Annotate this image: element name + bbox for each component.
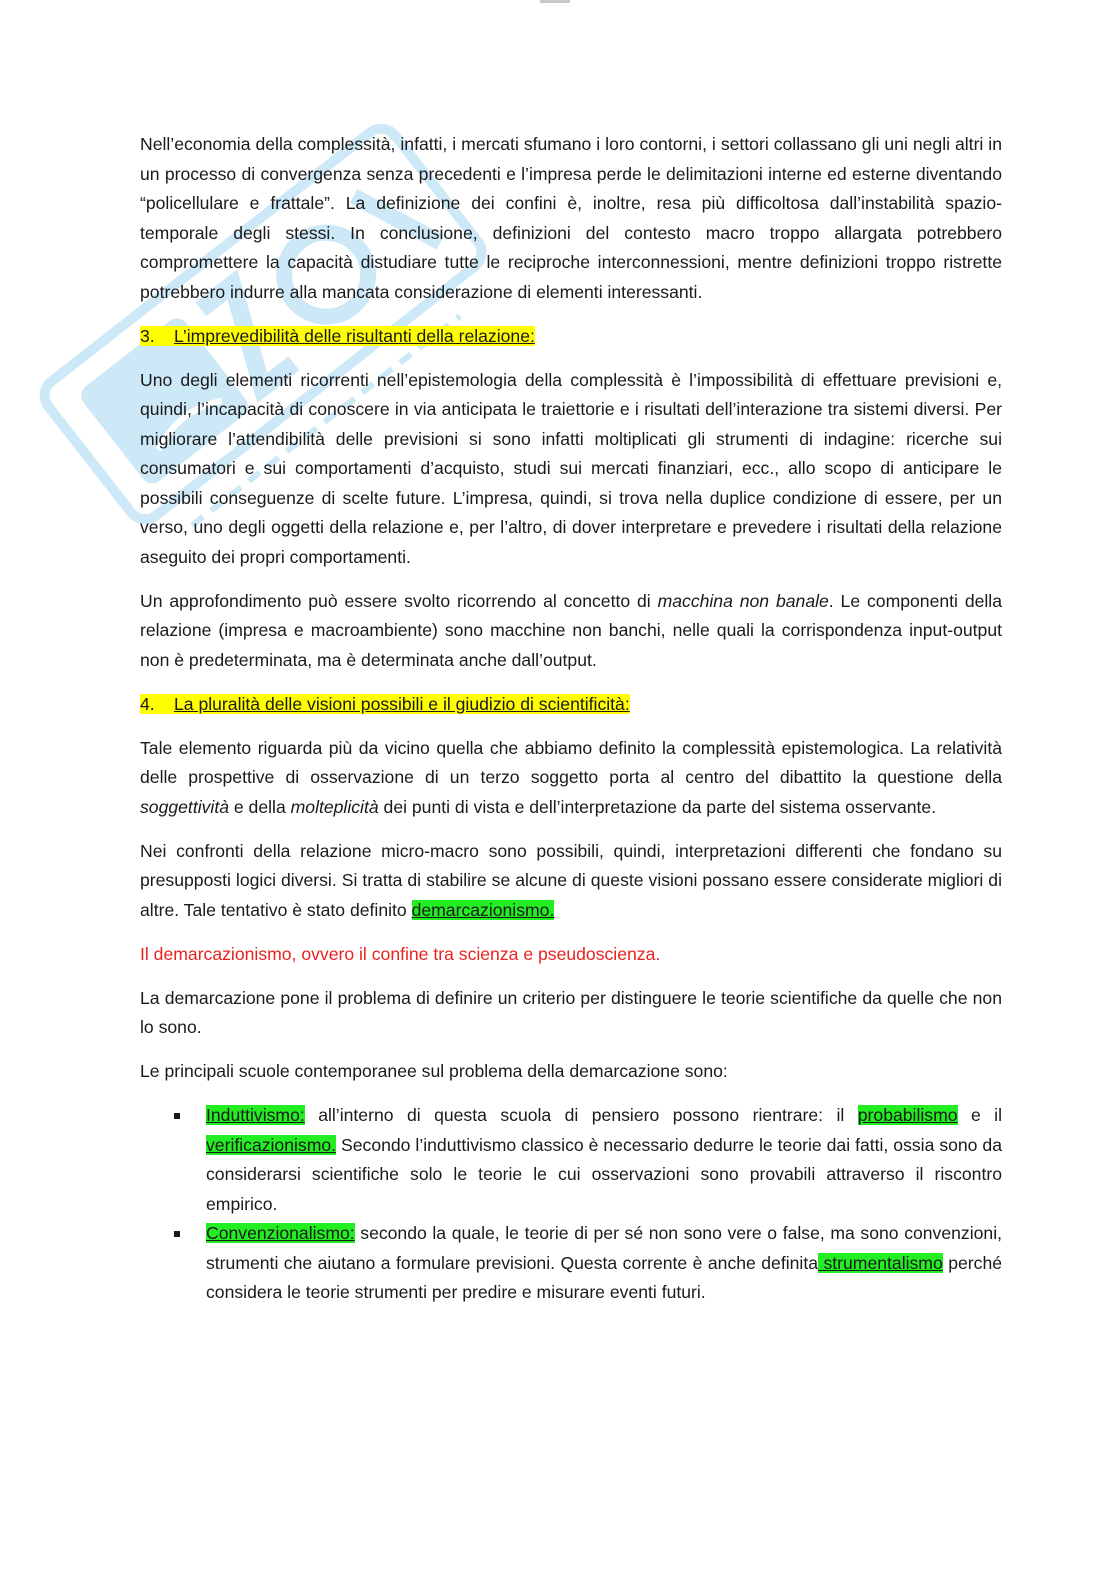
- bullet-icon: [174, 1231, 180, 1237]
- convenzionalismo-term: Convenzionalismo:: [206, 1223, 355, 1243]
- p4-text-b: e della: [229, 796, 291, 817]
- b1-text-c: Secondo l’induttivismo classico è necessario dedurre le teorie dai fatti, ossia sono da considerarsi scientifiche solo le teorie le cui osservazioni sono provabili attraverso il riscontro empirico.: [206, 1134, 1002, 1214]
- p4-text-a: Tale elemento riguarda più da vicino quella che abbiamo definito la complessità epistemologica. La relatività delle prospettive di osservazione di un terzo soggetto porta al centro del dibattito la questione della: [140, 737, 1002, 787]
- p4-emphasis-1: soggettività: [140, 796, 229, 817]
- p4-emphasis-2: molteplicità: [290, 796, 379, 817]
- paragraph-non-trivial-machine: [140, 587, 1002, 676]
- header-mark: [540, 0, 570, 3]
- paragraph-schools-intro: Le principali scuole contemporanee sul problema della demarcazione sono:: [140, 1061, 728, 1081]
- list-item-induttivismo: [206, 1101, 1002, 1219]
- p3-text-b: . Le componenti della relazione (impresa e macroambiente) sono macchine non banchi, nelle quali la corrispondenza input-output non è predeterminata, ma è determinata anche dall’output.: [140, 590, 1002, 670]
- induttivismo-term: Induttivismo:: [206, 1105, 305, 1125]
- p3-emphasis: macchina non banale: [657, 590, 829, 611]
- heading-4-number: 4.: [140, 693, 155, 714]
- paragraph-demarcation-problem: La demarcazione pone il problema di definire un criterio per distinguere le teorie scientifiche da quelle che non lo sono.: [140, 987, 1002, 1037]
- document-body: [140, 130, 1002, 1308]
- p3-text-a: Un approfondimento può essere svolto ricorrendo al concetto di: [140, 590, 658, 611]
- demarcazionismo-highlight: demarcazionismo.: [411, 899, 555, 920]
- b2-text-b: perché considera le teorie strumenti per predire e misurare eventi futuri.: [206, 1252, 1003, 1302]
- schools-list: [140, 1101, 1002, 1308]
- paragraph-unpredictability: Uno degli elementi ricorrenti nell’epistemologia della complessità è l’impossibilità di effettuare previsioni e, quindi, l’incapacità di conoscere in via anticipata le traiettorie e i risultati dell’interazione tra sistemi diversi. Per migliorare l’attendibilità delle previsioni si sono infatti moltiplicati gli strumenti di indagine: ricerche sui consumatori e sui comportamenti d’acquisto, studi sui mercati finanziari, ecc., allo scopo di anticipare le possibili conseguenze di scelte future. L’impresa, quindi, si trova nella duplice condizione di essere, per un verso, uno degli oggetti della relazione e, per l’altro, di dover interpretare e prevedere i risultati della relazione aseguito dei propri comportamenti.: [140, 369, 1002, 567]
- bullet-icon: [174, 1113, 180, 1119]
- strumentalismo-highlight: strumentalismo: [818, 1252, 943, 1273]
- list-item-convenzionalismo: [206, 1219, 1002, 1308]
- p5-text-a: Nei confronti della relazione micro-macro sono possibili, quindi, interpretazioni differenti che fondano su presupposti logici diversi. Si tratta di stabilire se alcune di queste visioni possano essere considerate migliori di altre. Tale tentativo è stato definito: [140, 840, 1002, 920]
- b1-text-b: e il: [957, 1105, 1002, 1125]
- probabilismo-highlight: probabilismo: [857, 1105, 958, 1125]
- paragraph-red-note: Il demarcazionismo, ovvero il confine tra scienza e pseudoscienza.: [140, 943, 661, 964]
- heading-3-text: L’imprevedibilità delle risultanti della relazione:: [174, 325, 535, 346]
- paragraph-epistemological-complexity: [140, 734, 1002, 823]
- section-heading-4: [140, 690, 1002, 720]
- section-heading-3: [140, 322, 1002, 352]
- heading-4-highlight: [140, 694, 630, 714]
- heading-3-number: 3.: [140, 325, 155, 346]
- paragraph-micro-macro: [140, 837, 1002, 926]
- verificazionismo-highlight: verificazionismo.: [206, 1134, 337, 1155]
- b1-text-a: all’interno di questa scuola di pensiero possono rientrare: il: [304, 1105, 858, 1125]
- heading-3-highlight: [140, 326, 535, 346]
- heading-4-text: La pluralità delle visioni possibili e il giudizio di scientificità:: [174, 693, 630, 714]
- paragraph-complexity-economy: Nell’economia della complessità, infatti, i mercati sfumano i loro contorni, i settori collassano gli uni negli altri in un processo di convergenza senza precedenti e l’impresa perde le delimitazioni interne ed esterne diventando “policellulare e frattale”. La definizione dei confini è, inoltre, resa più difficoltosa dall’instabilità spazio-temporale degli stessi. In conclusione, definizioni del contesto macro troppo allargata potrebbero compromettere la capacità distudiare tutte le reciproche interconnessioni, mentre definizioni troppo ristrette potrebbero indurre alla mancata considerazione di elementi interessanti.: [140, 134, 1002, 302]
- p4-text-c: dei punti di vista e dell’interpretazione da parte del sistema osservante.: [378, 796, 937, 817]
- b2-text-a: secondo la quale, le teorie di per sé non sono vere o false, ma sono convenzioni, strumenti che aiutano a formulare previsioni. Questa corrente è anche definita: [206, 1223, 1002, 1273]
